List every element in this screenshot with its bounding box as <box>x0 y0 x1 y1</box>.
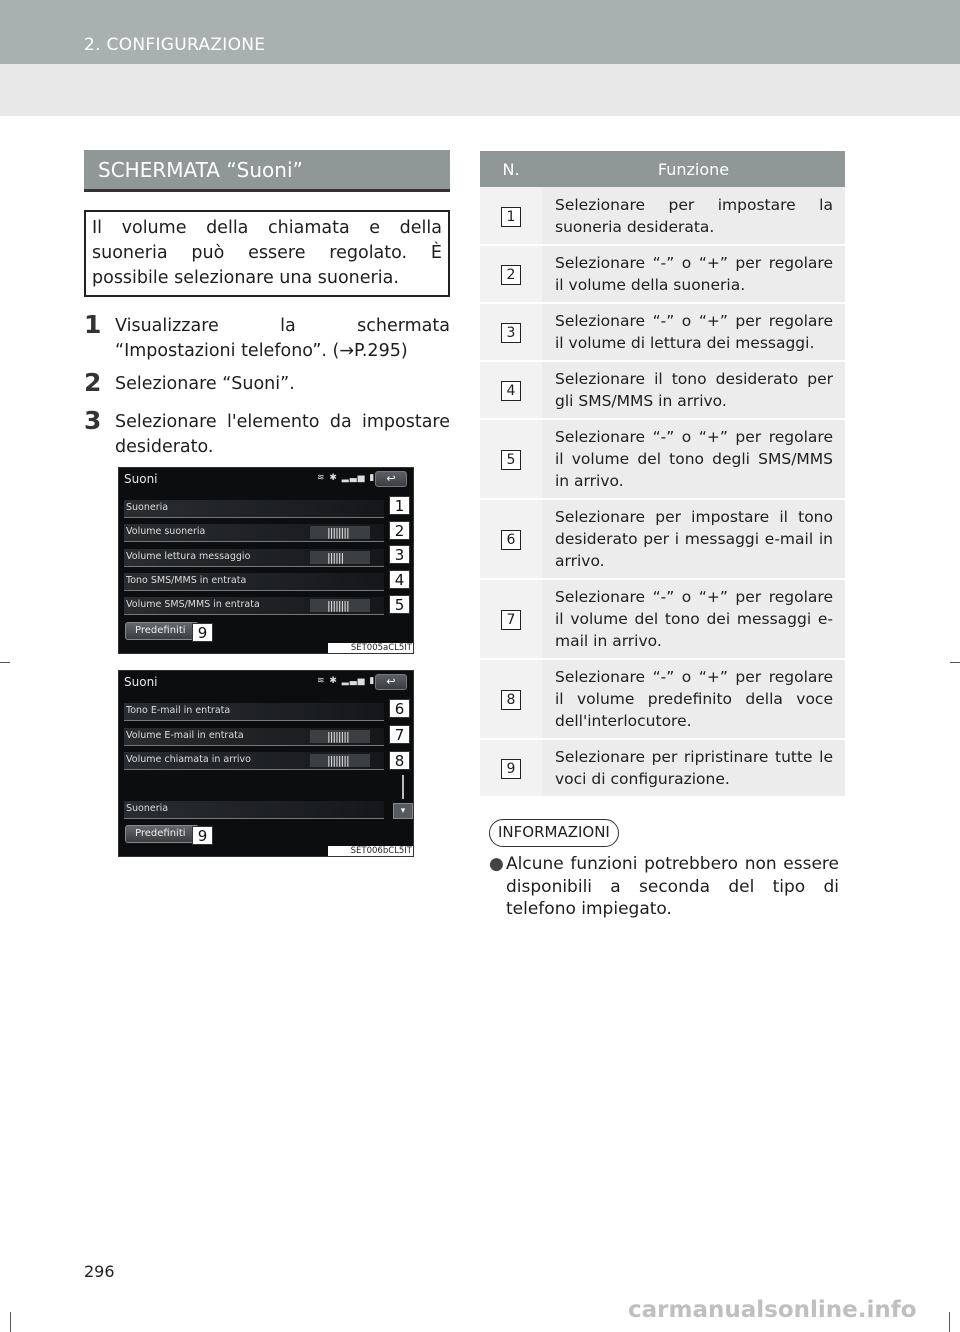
volume-bars[interactable]: |||||| <box>310 551 370 564</box>
row-description: Selezionare “-” o “+” per regolare il volume del tono dei messaggi e-mail in arrivo. <box>542 579 845 659</box>
callout-badge: 8 <box>389 751 410 770</box>
step-text: Selezionare l'elemento da impostare desiderato. <box>115 412 450 457</box>
col-header-func: Funzione <box>542 151 845 187</box>
crop-mark <box>949 1312 950 1332</box>
info-bullet <box>489 853 839 921</box>
callout-badge: 4 <box>389 570 410 589</box>
section-title: 2. CONFIGURAZIONE <box>84 35 266 55</box>
table-row <box>480 303 845 361</box>
row-label: Volume SMS/MMS in entrata <box>126 599 260 610</box>
row-label: Volume E-mail in entrata <box>126 730 244 741</box>
volume-bars[interactable]: |||||||| <box>310 599 370 612</box>
row-description: Selezionare per impostare la suoneria desiderata. <box>542 187 845 245</box>
status-icons: ≋ ✱ ▂▃▅ ▮ <box>317 473 376 483</box>
table-row <box>480 659 845 739</box>
row-suoneria[interactable] <box>124 500 384 518</box>
step-text: Visualizzare la schermata “Impostazioni telefono”. (→P.295) <box>115 316 450 361</box>
step-3 <box>84 406 450 460</box>
callout-badge: 6 <box>389 699 410 718</box>
screen-title: Suoni <box>124 472 158 486</box>
row-number: 1 <box>501 207 521 227</box>
table-row <box>480 245 845 303</box>
row-number: 9 <box>501 759 521 779</box>
row-volume-sms[interactable] <box>124 597 384 615</box>
row-volume-lettura[interactable] <box>124 549 384 567</box>
screenshot-suoni-2 <box>118 670 414 857</box>
row-number: 8 <box>501 690 521 710</box>
screen-title: Suoni <box>124 675 158 689</box>
back-button[interactable]: ↩ <box>375 674 407 690</box>
info-text: Alcune funzioni potrebbero non essere disponibili a seconda del tipo di telefono impiegato. <box>506 854 839 919</box>
scroll-down-icon[interactable]: ▾ <box>393 803 413 819</box>
status-icons: ≋ ✱ ▂▃▅ ▮ <box>317 676 376 686</box>
table-row <box>480 361 845 419</box>
row-description: Selezionare “-” o “+” per regolare il volume della suoneria. <box>542 245 845 303</box>
row-number: 6 <box>501 530 521 550</box>
row-description: Selezionare “-” o “+” per regolare il volume del tono degli SMS/MMS in arrivo. <box>542 419 845 499</box>
figure-code: SET005aCL5IT <box>328 643 414 654</box>
row-number: 3 <box>501 323 521 343</box>
callout-badge: 1 <box>389 496 410 515</box>
bullet-icon: ● <box>489 854 504 874</box>
step-2 <box>84 368 450 397</box>
row-label: Volume chiamata in arrivo <box>126 754 251 765</box>
scrollbar-track[interactable] <box>402 775 404 799</box>
row-number: 5 <box>501 450 521 470</box>
step-text: Selezionare “Suoni”. <box>115 374 295 394</box>
callout-badge: 3 <box>389 545 410 564</box>
row-volume-suoneria[interactable] <box>124 524 384 542</box>
figure-code: SET006bCL5IT <box>328 846 414 857</box>
section-heading <box>84 150 450 192</box>
col-header-num: N. <box>480 151 542 187</box>
section-heading-text: SCHERMATA “Suoni” <box>98 158 303 182</box>
row-description: Selezionare per ripristinare tutte le voci di configurazione. <box>542 739 845 797</box>
step-number: 2 <box>84 368 102 397</box>
screenshot-suoni-1 <box>118 467 414 654</box>
row-number: 7 <box>501 610 521 630</box>
row-tono-email[interactable] <box>124 703 384 721</box>
row-number: 4 <box>501 381 521 401</box>
crop-mark <box>0 662 10 663</box>
watermark: carmanualsonline.info <box>628 1297 917 1323</box>
callout-badge: 2 <box>389 521 410 540</box>
table-row <box>480 419 845 499</box>
row-label: Suoneria <box>126 502 169 513</box>
volume-bars[interactable]: |||||||| <box>310 754 370 767</box>
step-number: 3 <box>84 406 102 435</box>
crop-mark <box>950 662 960 663</box>
back-button[interactable]: ↩ <box>375 471 407 487</box>
callout-badge: 9 <box>192 623 213 642</box>
row-tono-sms[interactable] <box>124 573 384 591</box>
volume-bars[interactable]: |||||||| <box>310 526 370 539</box>
row-label: Tono E-mail in entrata <box>126 705 231 716</box>
row-number: 2 <box>501 265 521 285</box>
row-description: Selezionare per impostare il tono desiderato per i messaggi e-mail in arrivo. <box>542 499 845 579</box>
table-row <box>480 187 845 245</box>
row-description: Selezionare “-” o “+” per regolare il volume predefinito della voce dell'interlocutore. <box>542 659 845 739</box>
default-button[interactable]: Predefiniti <box>125 622 199 640</box>
row-volume-email[interactable] <box>124 728 384 746</box>
step-number: 1 <box>84 310 102 339</box>
page-number: 296 <box>84 1262 115 1281</box>
default-button[interactable]: Predefiniti <box>125 825 199 843</box>
crop-mark <box>10 1312 11 1332</box>
row-volume-chiamata[interactable] <box>124 752 384 770</box>
row-description: Selezionare il tono desiderato per gli SMS/MMS in arrivo. <box>542 361 845 419</box>
row-label: Volume suoneria <box>126 526 206 537</box>
intro-box: Il volume della chiamata e della suoneria può essere regolato. È possibile selezionare una suoneria. <box>84 210 450 297</box>
table-row <box>480 499 845 579</box>
callout-badge: 5 <box>389 595 410 614</box>
header-subband <box>0 64 960 116</box>
callout-badge: 7 <box>389 725 410 744</box>
step-1 <box>84 310 450 364</box>
row-label: Tono SMS/MMS in entrata <box>126 575 247 586</box>
callout-badge: 9 <box>192 826 213 845</box>
row-suoneria[interactable] <box>124 801 384 819</box>
row-label: Suoneria <box>126 803 169 814</box>
volume-bars[interactable]: |||||||| <box>310 730 370 743</box>
row-label: Volume lettura messaggio <box>126 551 251 562</box>
table-row <box>480 739 845 797</box>
row-description: Selezionare “-” o “+” per regolare il volume di lettura dei messaggi. <box>542 303 845 361</box>
table-row <box>480 579 845 659</box>
function-table <box>480 151 845 798</box>
info-tag: INFORMAZIONI <box>489 819 619 847</box>
